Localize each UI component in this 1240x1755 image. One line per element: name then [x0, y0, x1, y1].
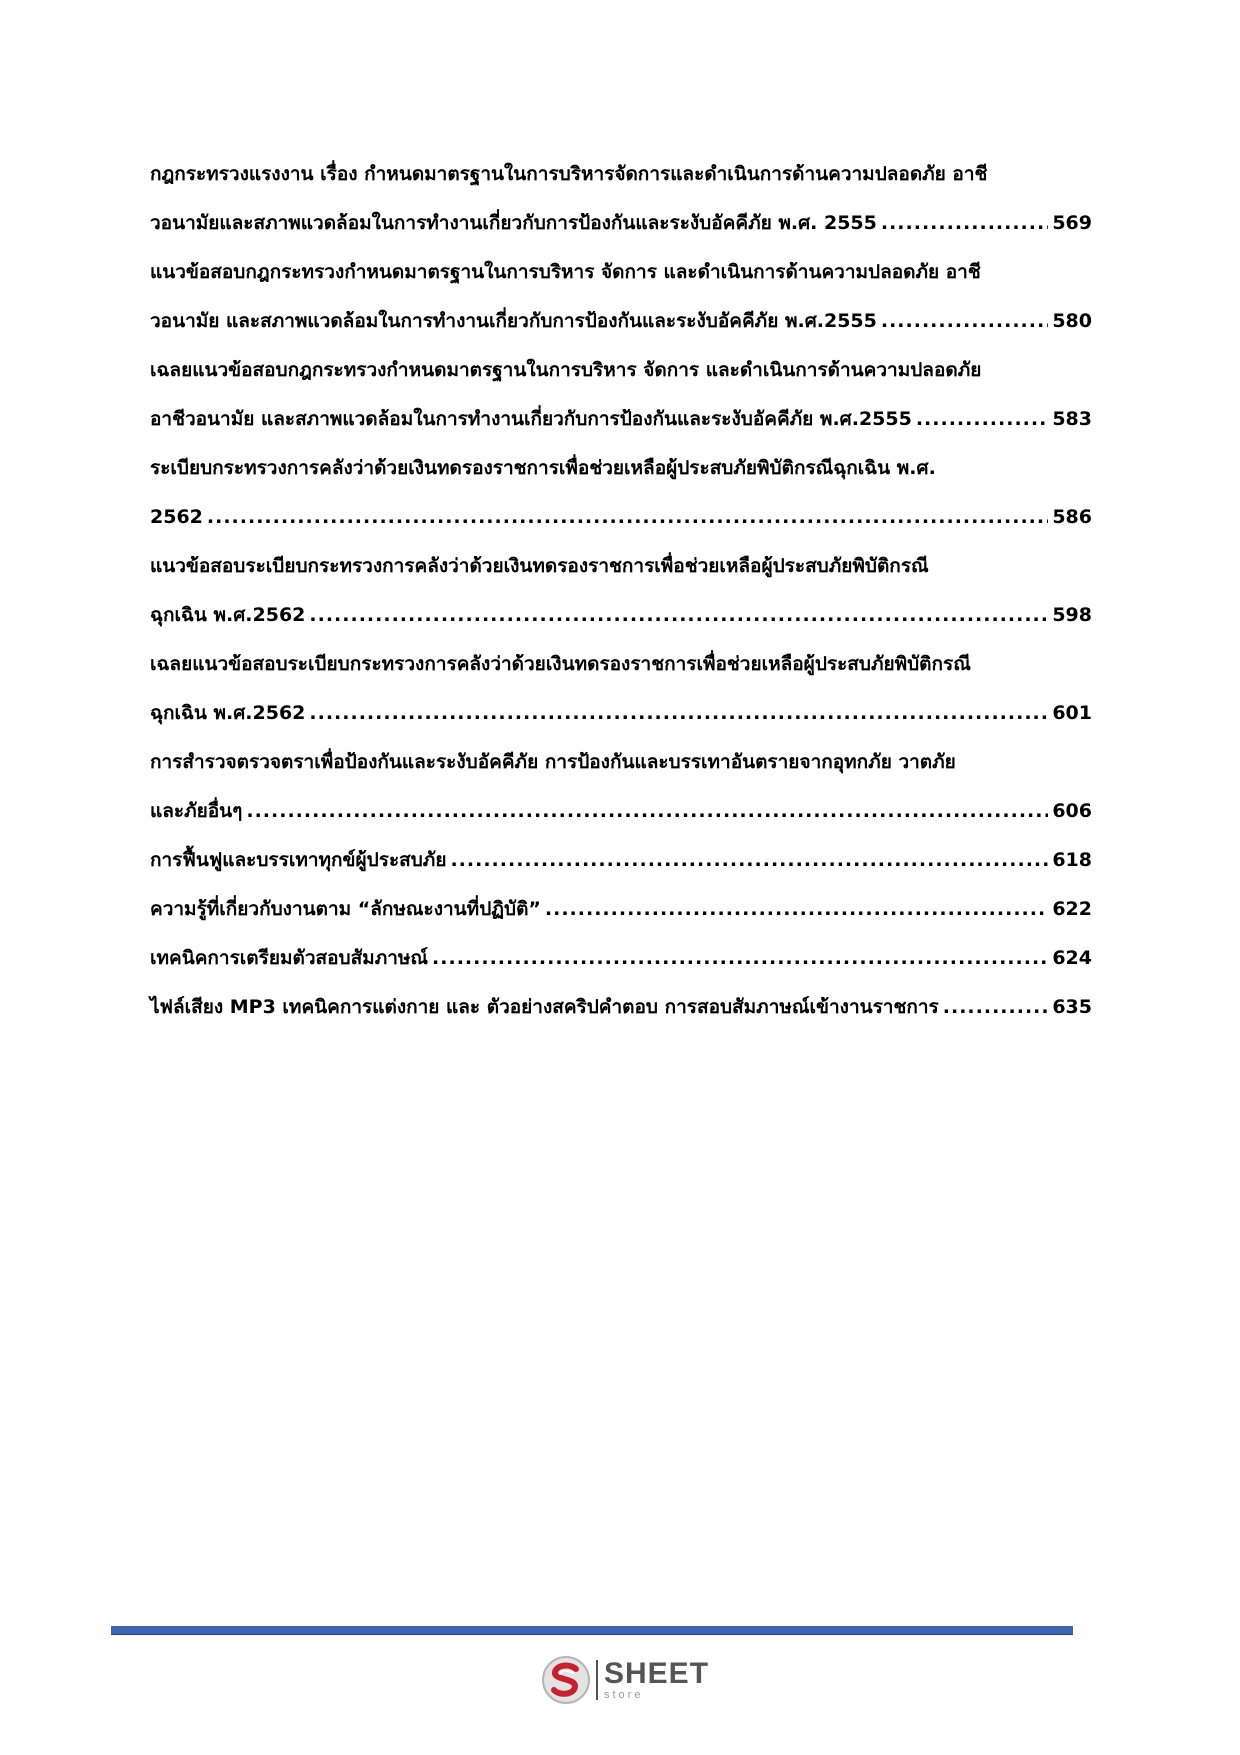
toc-entry[interactable]: [150, 934, 1092, 983]
toc-entry-last-line: [150, 689, 1092, 738]
dot-leader: [881, 199, 1048, 248]
toc-entry-last-line: [150, 395, 1092, 444]
dot-leader: [432, 934, 1048, 983]
logo-subtitle: store: [604, 1689, 644, 1701]
toc-entry[interactable]: [150, 346, 1092, 444]
logo-divider: [596, 1660, 598, 1700]
toc-entry-title-line: เฉลยแนวข้อสอบระเบียบกระทรวงการคลังว่าด้วยเงินทดรองราชการเพื่อช่วยเหลือผู้ประสบภัยพิบัติกรณี: [150, 653, 971, 675]
toc-page-number: 569: [1052, 212, 1092, 234]
toc-entry-title-end: และภัยอื่นๆ: [150, 800, 243, 822]
toc-entry[interactable]: [150, 640, 1092, 738]
toc-page-number: 583: [1052, 408, 1092, 430]
toc-entry-title-line: ระเบียบกระทรวงการคลังว่าด้วยเงินทดรองราชการเพื่อช่วยเหลือผู้ประสบภัยพิบัติกรณีฉุกเฉิน พ.ศ.: [150, 457, 936, 479]
toc-page-number: 580: [1052, 310, 1092, 332]
toc-entry-last-line: [150, 836, 1092, 885]
toc-page-number: 618: [1052, 849, 1092, 871]
toc-entry-title-end: วอนามัย และสภาพแวดล้อมในการทำงานเกี่ยวกับการป้องกันและระงับอัคคีภัย พ.ศ.2555: [150, 310, 877, 332]
toc-entry-title-line: การสำรวจตรวจตราเพื่อป้องกันและระงับอัคคีภัย การป้องกันและบรรเทาอันตรายจากอุทกภัย วาตภัย: [150, 751, 956, 773]
toc-entry[interactable]: [150, 542, 1092, 640]
toc-entry-last-line: [150, 297, 1092, 346]
logo-name: SHEET: [604, 1657, 710, 1690]
toc-entry[interactable]: [150, 248, 1092, 346]
footer-rule: [111, 1626, 1073, 1635]
toc-entry-last-line: [150, 885, 1092, 934]
table-of-contents: [150, 150, 1092, 1032]
toc-entry[interactable]: [150, 150, 1092, 248]
toc-entry-title-line: เฉลยแนวข้อสอบกฎกระทรวงกำหนดมาตรฐานในการบริหาร จัดการ และดำเนินการด้านความปลอดภัย: [150, 359, 982, 381]
toc-entry-last-line: [150, 493, 1092, 542]
toc-page-number: 606: [1052, 800, 1092, 822]
toc-entry-last-line: [150, 199, 1092, 248]
toc-entry-title-end: อาชีวอนามัย และสภาพแวดล้อมในการทำงานเกี่ยวกับการป้องกันและระงับอัคคีภัย พ.ศ.2555: [150, 408, 912, 430]
toc-entry-title-line: แนวข้อสอบระเบียบกระทรวงการคลังว่าด้วยเงินทดรองราชการเพื่อช่วยเหลือผู้ประสบภัยพิบัติกรณี: [150, 555, 929, 577]
toc-entry[interactable]: [150, 444, 1092, 542]
toc-entry-last-line: [150, 591, 1092, 640]
dot-leader: [545, 885, 1048, 934]
dot-leader: [207, 493, 1048, 542]
toc-page-number: 598: [1052, 604, 1092, 626]
dot-leader: [309, 591, 1048, 640]
dot-leader: [246, 787, 1048, 836]
toc-entry-title-end: เทคนิคการเตรียมตัวสอบสัมภาษณ์: [150, 947, 429, 969]
toc-entry-last-line: [150, 983, 1092, 1032]
dot-leader: [943, 983, 1049, 1032]
sheet-store-logo: [540, 1652, 720, 1708]
toc-entry-last-line: [150, 934, 1092, 983]
toc-entry-title-end: 2562: [150, 506, 203, 528]
toc-entry-title-end: การฟื้นฟูและบรรเทาทุกข์ผู้ประสบภัย: [150, 849, 447, 871]
toc-page-number: 624: [1052, 947, 1092, 969]
toc-page-number: 622: [1052, 898, 1092, 920]
toc-entry[interactable]: [150, 983, 1092, 1032]
dot-leader: [916, 395, 1049, 444]
sheet-store-logo-icon: [540, 1654, 592, 1706]
toc-entry-title-end: วอนามัยและสภาพแวดล้อมในการทำงานเกี่ยวกับการป้องกันและระงับอัคคีภัย พ.ศ. 2555: [150, 212, 877, 234]
toc-page-number: 586: [1052, 506, 1092, 528]
dot-leader: [881, 297, 1048, 346]
toc-entry-title-end: ฉุกเฉิน พ.ศ.2562: [150, 702, 306, 724]
toc-entry[interactable]: [150, 738, 1092, 836]
toc-entry-title-line: กฎกระทรวงแรงงาน เรื่อง กำหนดมาตรฐานในการบริหารจัดการและดำเนินการด้านความปลอดภัย อาชี: [150, 163, 988, 185]
toc-entry[interactable]: [150, 836, 1092, 885]
toc-entry[interactable]: [150, 885, 1092, 934]
toc-page-number: 601: [1052, 702, 1092, 724]
dot-leader: [450, 836, 1048, 885]
toc-page-number: 635: [1052, 996, 1092, 1018]
toc-entry-title-end: ความรู้ที่เกี่ยวกับงานตาม “ลักษณะงานที่ปฏิบัติ”: [150, 898, 541, 920]
toc-entry-title-end: ฉุกเฉิน พ.ศ.2562: [150, 604, 306, 626]
logo-text: [604, 1659, 709, 1701]
toc-entry-title-end: ไฟล์เสียง MP3 เทคนิคการแต่งกาย และ ตัวอย่างสคริปคำตอบ การสอบสัมภาษณ์เข้างานราชการ: [150, 996, 939, 1018]
dot-leader: [309, 689, 1048, 738]
toc-entry-last-line: [150, 787, 1092, 836]
toc-entry-title-line: แนวข้อสอบกฎกระทรวงกำหนดมาตรฐานในการบริหาร จัดการ และดำเนินการด้านความปลอดภัย อาชี: [150, 261, 981, 283]
